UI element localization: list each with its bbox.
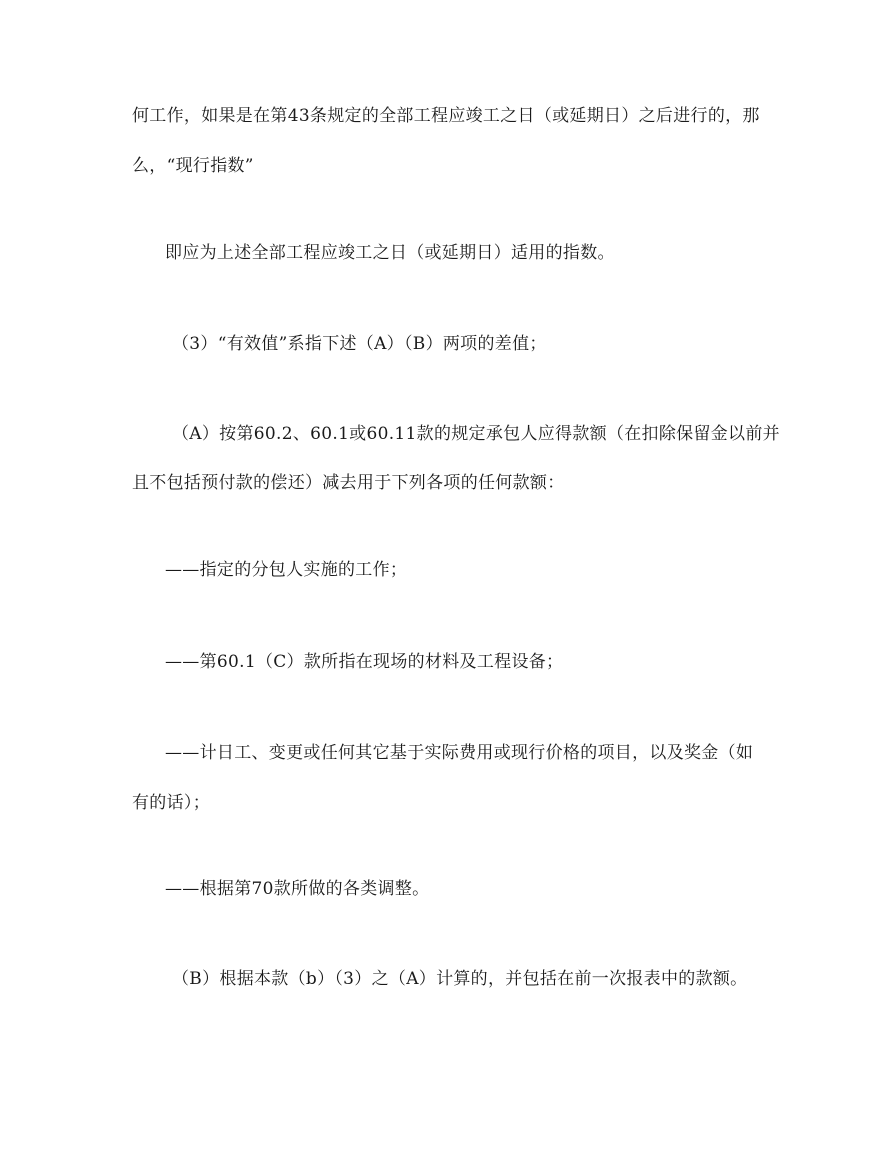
list-item-3-line-2: 有的话）； [132,793,210,813]
paragraph-1-line-2: 么，“现行指数” [132,156,254,176]
paragraph-4-line-1: （A）按第60.2、60.1或60.11款的规定承包人应得款额（在扣除保留金以前并 [172,424,780,444]
paragraph-3: （3）“有效值”系指下述（A）（B）两项的差值； [172,334,547,354]
list-item-4: ——根据第70款所做的各类调整。 [165,879,430,899]
paragraph-1-line-1: 何工作，如果是在第43条规定的全部工程应竣工之日（或延期日）之后进行的，那 [132,106,760,126]
list-item-3-line-1: ——计日工、变更或任何其它基于实际费用或现行价格的项目，以及奖金（如 [165,743,754,763]
paragraph-5: （B）根据本款（b）（3）之（A）计算的，并包括在前一次报表中的款额。 [172,969,748,989]
paragraph-2: 即应为上述全部工程应竣工之日（或延期日）适用的指数。 [165,243,615,263]
paragraph-4-line-2: 且不包括预付款的偿还）减去用于下列各项的任何款额： [132,473,565,493]
list-item-1: ——指定的分包人实施的工作； [165,560,408,580]
list-item-2: ——第60.1（C）款所指在现场的材料及工程设备； [165,652,564,672]
